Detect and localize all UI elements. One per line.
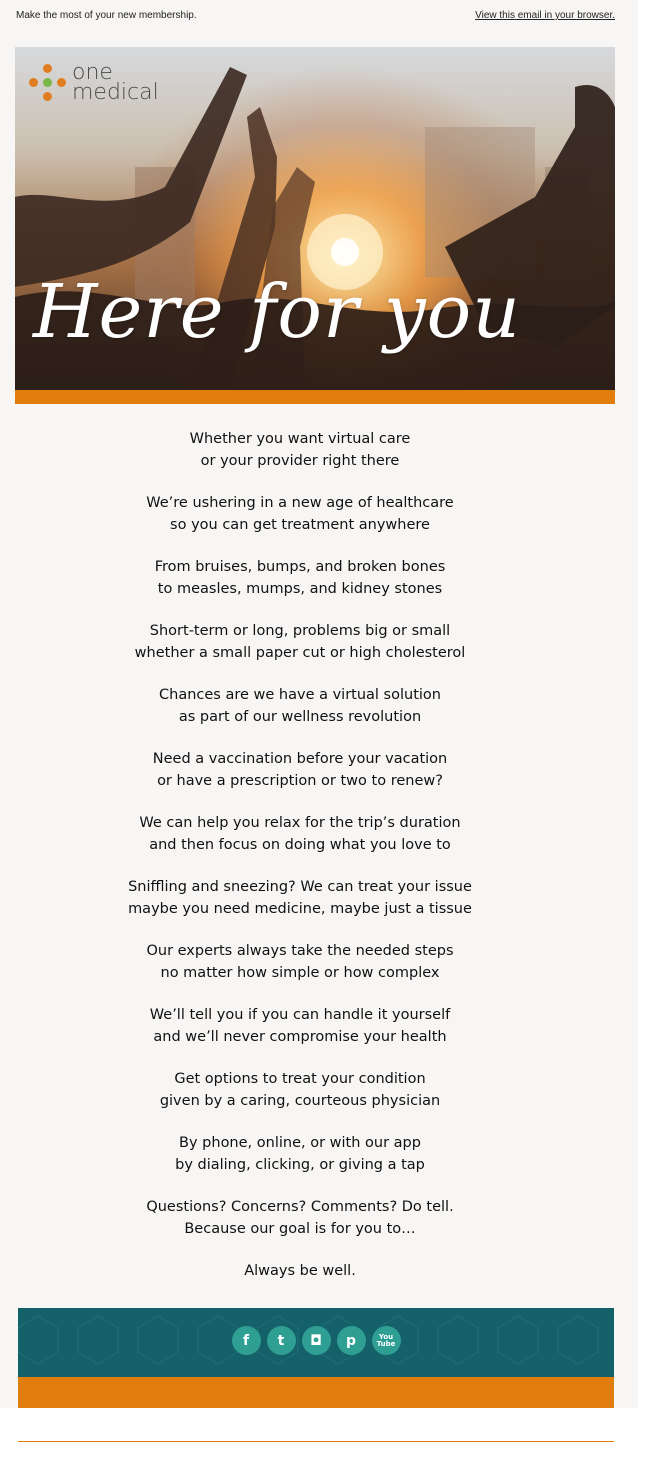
- poem-line: no matter how simple or how complex: [160, 965, 440, 981]
- poem-line: as part of our wellness revolution: [178, 709, 422, 725]
- poem-line: so you can get treatment anywhere: [170, 517, 430, 533]
- facebook-glyph: f: [242, 1332, 250, 1349]
- poem-stanza: [15, 684, 585, 728]
- facebook-icon[interactable]: [232, 1326, 261, 1355]
- poem-stanza: [15, 940, 585, 984]
- poem-line: We’ll tell you if you can handle it yourself: [149, 1007, 451, 1023]
- pinterest-icon[interactable]: [337, 1326, 366, 1355]
- poem-line: We’re ushering in a new age of healthcare: [146, 495, 454, 511]
- footer-orange-band: [18, 1377, 614, 1408]
- poem-body: [15, 428, 585, 1302]
- poem-stanza: [15, 1260, 585, 1282]
- poem-line: Questions? Concerns? Comments? Do tell.: [146, 1199, 454, 1215]
- hero-orange-divider: [15, 390, 615, 404]
- pinterest-glyph: p: [345, 1332, 357, 1349]
- hero-banner: [15, 47, 615, 390]
- logo-line-medical: medical: [72, 80, 159, 105]
- view-in-browser-link[interactable]: View this email in your browser.: [475, 10, 615, 21]
- poem-line: Because our goal is for you to…: [184, 1221, 416, 1237]
- hero-title: Here for you: [33, 269, 521, 355]
- poem-line: and then focus on doing what you love to: [149, 837, 451, 853]
- poem-stanza: [15, 620, 585, 664]
- bottom-divider: [18, 1441, 614, 1442]
- twitter-glyph: t: [277, 1332, 285, 1349]
- logo-wordmark: [72, 60, 159, 105]
- poem-line: By phone, online, or with our app: [179, 1135, 421, 1151]
- one-medical-logo[interactable]: [29, 60, 159, 105]
- poem-stanza: [15, 428, 585, 472]
- preheader-text: Make the most of your new membership.: [16, 10, 197, 21]
- poem-stanza: [15, 556, 585, 600]
- poem-line: From bruises, bumps, and broken bones: [154, 559, 446, 575]
- poem-line: given by a caring, courteous physician: [159, 1093, 441, 1109]
- poem-line: whether a small paper cut or high cholesterol: [134, 645, 466, 661]
- youtube-glyph-bottom: Tube: [376, 1339, 396, 1348]
- poem-stanza: [15, 748, 585, 792]
- social-footer: [18, 1308, 614, 1377]
- poem-stanza: [15, 876, 585, 920]
- poem-line: Short-term or long, problems big or small: [149, 623, 451, 639]
- poem-line: and we’ll never compromise your health: [153, 1029, 447, 1045]
- poem-stanza: [15, 1004, 585, 1048]
- instagram-glyph: ◘: [310, 1332, 322, 1349]
- logo-line-one: one: [72, 60, 113, 85]
- poem-line: Whether you want virtual care: [189, 431, 411, 447]
- poem-stanza: [15, 492, 585, 536]
- poem-line: or your provider right there: [200, 453, 400, 469]
- poem-line: maybe you need medicine, maybe just a tissue: [128, 901, 472, 917]
- youtube-glyph-top: You: [378, 1332, 394, 1341]
- poem-stanza: [15, 1068, 585, 1112]
- youtube-icon[interactable]: [372, 1326, 401, 1355]
- poem-stanza: [15, 812, 585, 856]
- poem-stanza: [15, 1132, 585, 1176]
- poem-line: Chances are we have a virtual solution: [159, 687, 441, 703]
- poem-line: Get options to treat your condition: [174, 1071, 426, 1087]
- poem-line: Always be well.: [244, 1263, 356, 1279]
- poem-line: or have a prescription or two to renew?: [157, 773, 443, 789]
- poem-line: Sniffling and sneezing? We can treat your issue: [128, 879, 472, 895]
- poem-line: Our experts always take the needed steps: [146, 943, 454, 959]
- instagram-icon[interactable]: [302, 1326, 331, 1355]
- poem-line: by dialing, clicking, or giving a tap: [175, 1157, 425, 1173]
- logo-dots-icon: [29, 64, 67, 102]
- poem-line: to measles, mumps, and kidney stones: [157, 581, 443, 597]
- poem-line: We can help you relax for the trip’s duration: [139, 815, 461, 831]
- preheader: [16, 10, 615, 24]
- poem-stanza: [15, 1196, 585, 1240]
- social-icons: [18, 1326, 614, 1355]
- poem-line: Need a vaccination before your vacation: [152, 751, 448, 767]
- twitter-icon[interactable]: [267, 1326, 296, 1355]
